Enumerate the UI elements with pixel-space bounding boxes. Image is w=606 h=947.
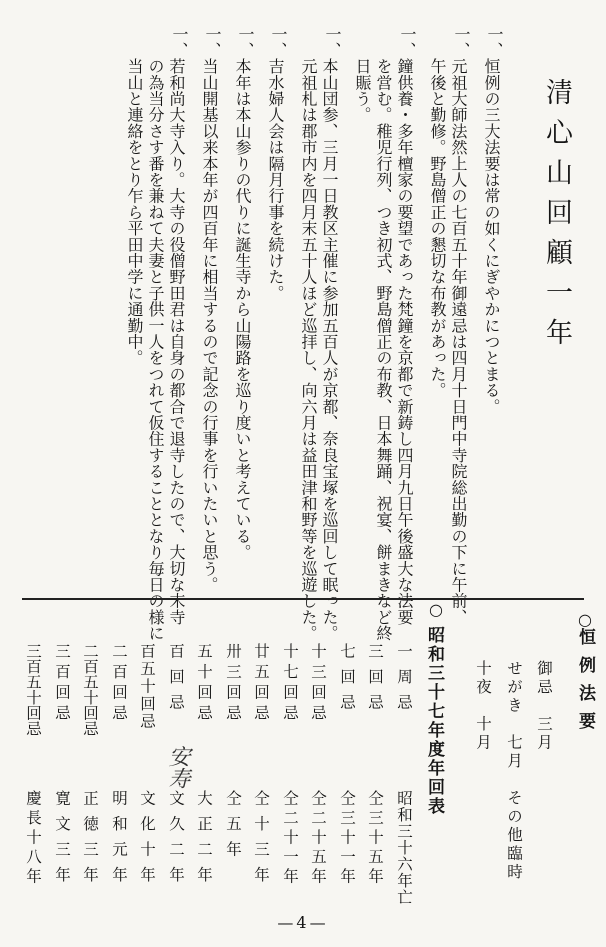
memorial-year: 仝二十一年 <box>281 790 299 888</box>
page-number: —4— <box>277 913 329 932</box>
memorial-year: 慶長十八年 <box>24 790 42 888</box>
memorial-table-heading: 昭和三十七年度年回表 <box>424 626 444 816</box>
circle-bullet-icon: ○ <box>429 600 443 619</box>
memorial-ki: 三回忌 <box>366 643 384 720</box>
item-line: 本山団参、三月一日教区主催に参加五百人が京都、奈良宝塚を巡回して眠った。 <box>320 58 339 642</box>
item-line: 若和尚大寺入り。大寺の役僧野田君は自身の都合で退寺したので、大切な末寺 <box>167 58 186 625</box>
memorial-year: 正徳三年 <box>81 790 99 892</box>
memorial-year: 仝五年 <box>224 790 242 867</box>
memorial-year: 文化十年 <box>138 790 156 892</box>
annual-service-row: 十夜 十月 <box>474 660 492 753</box>
item-bullet: 一、 <box>398 26 417 58</box>
item-bullet: 一、 <box>323 26 342 58</box>
item-bullet: 一、 <box>452 26 471 58</box>
annual-services-heading: 恒例法要 <box>575 628 595 740</box>
item-line: を営む。稚児行列、つき初式、野島僧正の布教、日本舞踊、祝宴、餅まきなど終 <box>374 58 393 642</box>
item-line: 日賑う。 <box>353 58 372 123</box>
memorial-year: 寛文三年 <box>53 790 71 892</box>
annual-service-row: せがき 七月 その他臨時 <box>505 660 523 882</box>
item-bullet: 一、 <box>269 26 288 58</box>
memorial-year: 昭和三十六年亡 <box>395 790 413 906</box>
item-line: 当山と連絡をとり乍ら平田中学に通勤中。 <box>125 58 144 366</box>
memorial-ki: 五十回忌 <box>195 643 213 725</box>
section-divider <box>22 598 584 600</box>
item-line: の為当分さす番を兼ねて夫妻と子供一人をつれて仮住することとなり毎日の様に <box>146 58 165 642</box>
annual-service-row: 御忌 三月 <box>535 660 553 753</box>
memorial-ki: 百五十回忌 <box>138 643 156 731</box>
item-line: 吉水婦人会は隔月行事を続けた。 <box>266 58 285 301</box>
memorial-ki: 十三回忌 <box>309 643 327 725</box>
memorial-ki: 三百五十回忌 <box>24 643 42 736</box>
memorial-year: 仝三十五年 <box>366 790 384 888</box>
item-line: 元祖札は郡市内を四月末五十人ほど巡拝し、向六月は益田津和野等を巡遊した。 <box>299 58 318 642</box>
memorial-year: 文久二年 <box>167 790 185 892</box>
memorial-ki: 三百回忌 <box>53 643 71 725</box>
memorial-ki: 一周忌 <box>395 643 413 720</box>
memorial-ki: 十七回忌 <box>281 643 299 725</box>
memorial-year: 大正二年 <box>195 790 213 892</box>
memorial-ki: 二百回忌 <box>110 643 128 725</box>
circle-bullet-icon: ○ <box>578 610 592 629</box>
memorial-ki: 七回忌 <box>338 643 356 720</box>
item-line: 本年は本山参りの代りに誕生寺から山陽路を巡り度いと考えている。 <box>233 58 252 561</box>
item-line: 当山開基以来本年が四百年に相当するので記念の行事を行いたいと思う。 <box>200 58 219 593</box>
handwritten-mark: 安寿 <box>165 745 190 789</box>
memorial-year: 明和元年 <box>110 790 128 892</box>
page-title: 清心山回顧一年 <box>541 78 572 358</box>
memorial-year: 仝二十五年 <box>309 790 327 888</box>
item-bullet: 一、 <box>203 26 222 58</box>
memorial-ki: 廿五回忌 <box>252 643 270 725</box>
memorial-year: 仝十三年 <box>252 790 270 892</box>
memorial-ki: 二百五十回忌 <box>81 643 99 736</box>
item-bullet: 一、 <box>170 26 189 58</box>
memorial-year: 仝三十一年 <box>338 790 356 888</box>
item-line: 午後と勤修。野島僧正の懇切な布教があった。 <box>428 58 447 399</box>
memorial-ki: 卅三回忌 <box>224 643 242 725</box>
item-line: 鐘供養・多年檀家の要望であった梵鐘を京都で新鋳し四月九日午後盛大な法要 <box>395 58 414 625</box>
item-bullet: 一、 <box>485 26 504 58</box>
item-bullet: 一、 <box>236 26 255 58</box>
item-line: 恒例の三大法要は常の如くにぎやかにつとまる。 <box>482 58 501 415</box>
item-line: 元祖大師法然上人の七百五十年御遠忌は四月十日門中寺院総出勤の下に午前、 <box>449 58 468 625</box>
memorial-ki: 百回忌 <box>167 643 185 720</box>
